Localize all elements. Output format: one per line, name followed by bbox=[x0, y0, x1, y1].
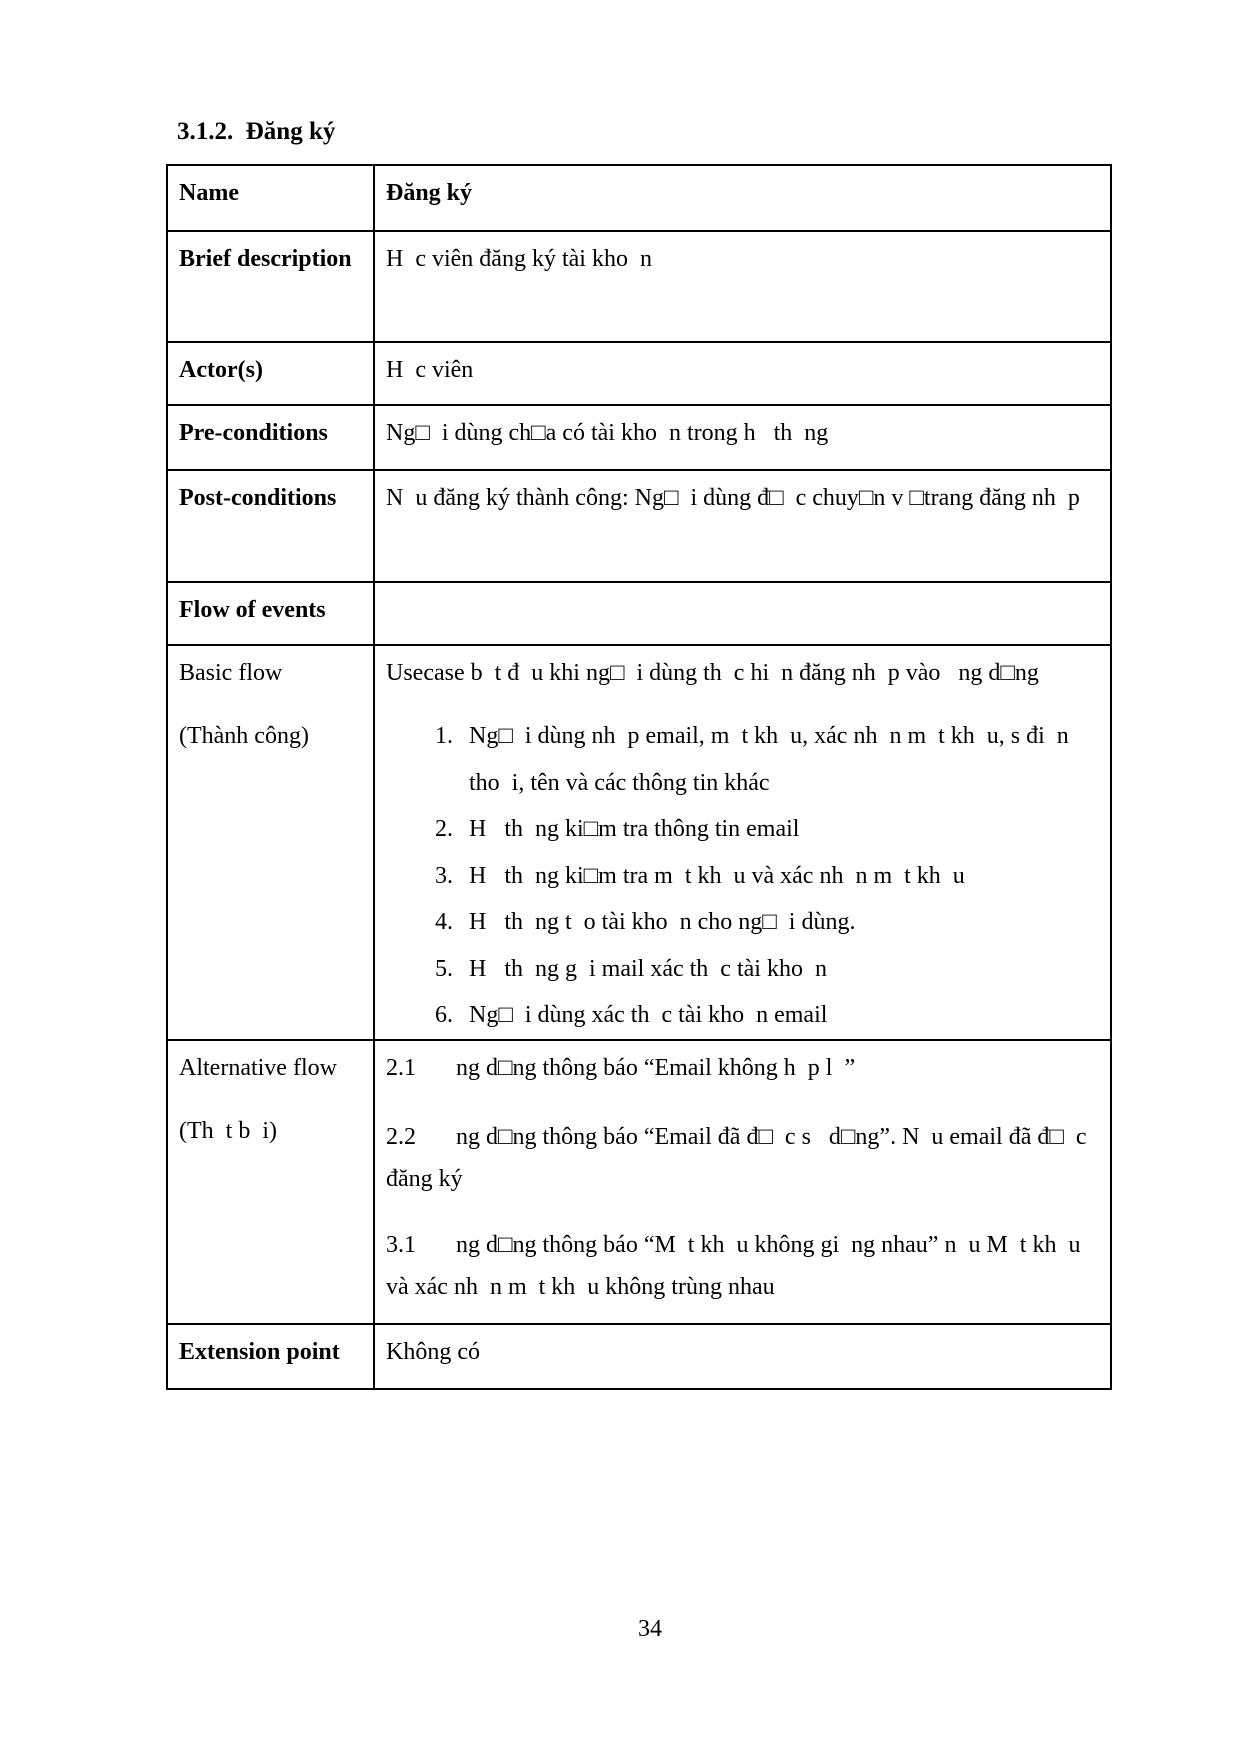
step-item: 1. Ng□ i dùng nh p email, m t kh u, xác nh n m t kh u, s đi n tho i, tên và các thông tin khác bbox=[459, 713, 1100, 806]
step-item: 3. H th ng ki□m tra m t kh u và xác nh n m t kh u bbox=[459, 853, 1100, 900]
row-value: N u đăng ký thành công: Ng□ i dùng đ□ c chuy□n v □trang đăng nh p bbox=[374, 470, 1111, 582]
table-row-pre-conditions bbox=[167, 405, 1111, 470]
page-number: 34 bbox=[638, 1616, 662, 1642]
row-label: Flow of events bbox=[167, 582, 374, 645]
row-label: Brief description bbox=[167, 231, 374, 342]
section-title: Đăng ký bbox=[245, 118, 336, 145]
row-label: Pre-conditions bbox=[167, 405, 374, 470]
row-value: H c viên bbox=[374, 342, 1111, 405]
row-value: Đăng ký bbox=[374, 165, 1111, 231]
use-case-table bbox=[166, 164, 1112, 1390]
table-row-flow-of-events bbox=[167, 582, 1111, 645]
row-value: Không có bbox=[374, 1324, 1111, 1389]
alt-flow-item bbox=[386, 1051, 1100, 1086]
alt-flow-item bbox=[386, 1116, 1100, 1200]
alt-flow-text: ng d□ng thông báo “Email không h p l ” bbox=[444, 1054, 856, 1081]
table-row-basic-flow bbox=[167, 645, 1111, 1040]
alt-flow-text: ng d□ng thông báo “Email đã đ□ c s d□ng”. N u email đã đ□ c đăng ký bbox=[386, 1123, 1093, 1192]
basic-flow-intro: Usecase b t đ u khi ng□ i dùng th c hi n đăng nh p vào ng d□ng bbox=[386, 660, 1039, 686]
alternative-flow-label-cell bbox=[167, 1040, 374, 1324]
row-value: H c viên đăng ký tài kho n bbox=[374, 231, 1111, 342]
alt-flow-number: 2.1 bbox=[386, 1054, 416, 1081]
basic-flow-label-cell bbox=[167, 645, 374, 1040]
basic-flow-cell bbox=[374, 645, 1111, 1040]
row-label: Post-conditions bbox=[167, 470, 374, 582]
table-row-extension-point bbox=[167, 1324, 1111, 1389]
table-row-post-conditions bbox=[167, 470, 1111, 582]
basic-flow-steps bbox=[386, 713, 1100, 1039]
row-label: Name bbox=[167, 165, 374, 231]
section-number: 3.1.2. bbox=[177, 118, 234, 145]
row-value: Ng□ i dùng ch□a có tài kho n trong h th ng bbox=[374, 405, 1111, 470]
alt-flow-text: ng d□ng thông báo “M t kh u không gi ng nhau” n u M t kh u và xác nh n m t kh u không trùng nhau bbox=[386, 1231, 1087, 1300]
step-item: 5. H th ng g i mail xác th c tài kho n bbox=[459, 946, 1100, 993]
step-item: 6. Ng□ i dùng xác th c tài kho n email bbox=[459, 992, 1100, 1039]
row-label: Actor(s) bbox=[167, 342, 374, 405]
alt-flow-item bbox=[386, 1224, 1100, 1308]
alternative-flow-cell bbox=[374, 1040, 1111, 1324]
alternative-flow-sublabel: (Th t b i) bbox=[179, 1117, 277, 1144]
basic-flow-label: Basic flow bbox=[179, 660, 283, 686]
alt-flow-number: 3.1 bbox=[386, 1231, 416, 1258]
table-row-name bbox=[167, 165, 1111, 231]
step-item: 2. H th ng ki□m tra thông tin email bbox=[459, 806, 1100, 853]
basic-flow-sublabel: (Thành công) bbox=[179, 723, 309, 749]
step-item: 4. H th ng t o tài kho n cho ng□ i dùng. bbox=[459, 899, 1100, 946]
alt-flow-number: 2.2 bbox=[386, 1123, 416, 1150]
row-label: Extension point bbox=[167, 1324, 374, 1389]
section-heading bbox=[177, 118, 335, 146]
alternative-flow-label: Alternative flow bbox=[179, 1054, 337, 1081]
row-value bbox=[374, 582, 1111, 645]
table-row-brief-description bbox=[167, 231, 1111, 342]
table-row-actors bbox=[167, 342, 1111, 405]
table-row-alternative-flow bbox=[167, 1040, 1111, 1324]
